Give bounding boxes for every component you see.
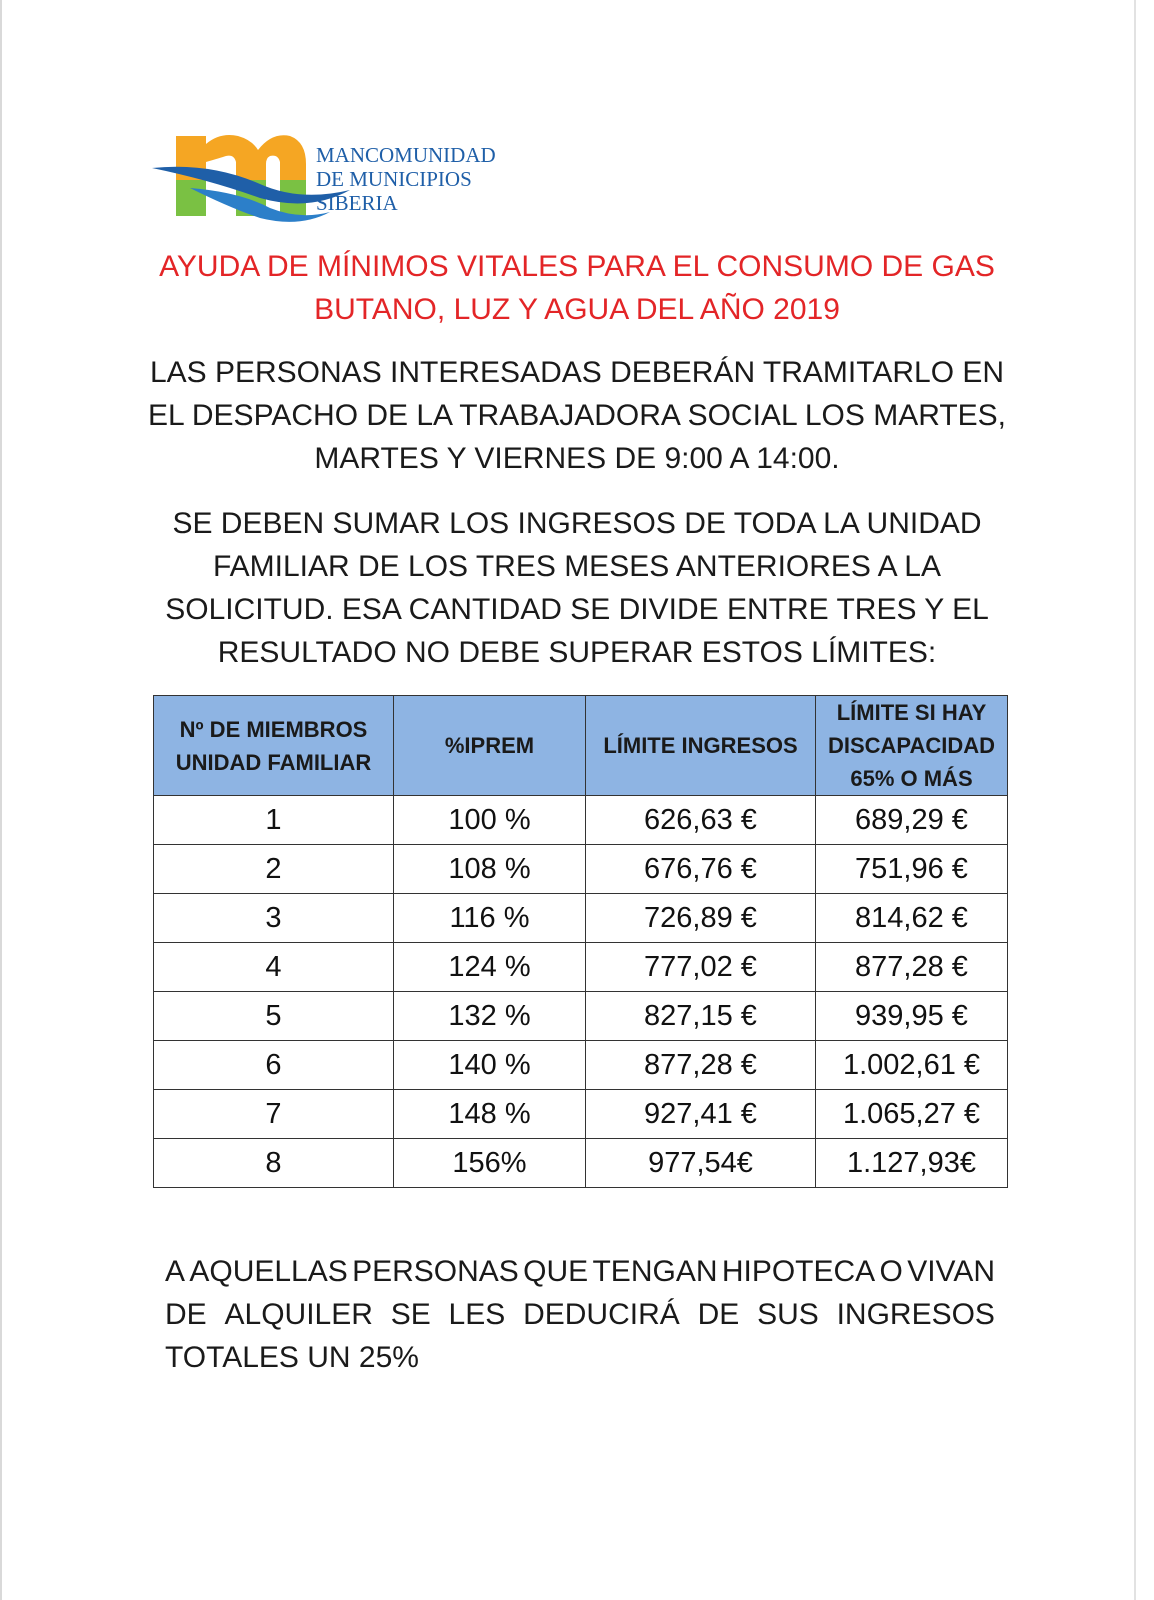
footer-word: A: [165, 1255, 186, 1288]
title-line-2: BUTANO, LUZ Y AGUA DEL AÑO 2019: [314, 293, 840, 326]
footer-word: VIVAN: [907, 1255, 995, 1288]
footer-word: DE: [165, 1298, 207, 1331]
cell-disability: 689,29 €: [816, 796, 1008, 845]
footer-word: SUS: [757, 1298, 819, 1331]
footer-word: ALQUILER: [224, 1298, 373, 1331]
cell-members: 6: [154, 1041, 394, 1090]
footer-line-1: [165, 1250, 995, 1293]
table-row: [154, 1041, 1008, 1090]
logo-line-2: DE MUNICIPIOS: [316, 167, 472, 191]
cell-disability: 939,95 €: [816, 992, 1008, 1041]
cell-iprem: 148 %: [394, 1090, 586, 1139]
cell-iprem: 132 %: [394, 992, 586, 1041]
rule-line-3: SOLICITUD. ESA CANTIDAD SE DIVIDE ENTRE TRES Y EL: [165, 593, 989, 626]
cell-limit: 977,54€: [586, 1139, 816, 1188]
footer-word: AQUELLAS: [189, 1255, 348, 1288]
cell-limit: 676,76 €: [586, 845, 816, 894]
title-line-1: AYUDA DE MÍNIMOS VITALES PARA EL CONSUMO DE GAS: [159, 250, 995, 283]
cell-iprem: 124 %: [394, 943, 586, 992]
footer-word: TENGAN: [592, 1255, 718, 1288]
footer-word: QUE: [523, 1255, 589, 1288]
table-row: [154, 992, 1008, 1041]
header-disability-line-3: 65% O MÁS: [850, 766, 973, 791]
cell-limit: 927,41 €: [586, 1090, 816, 1139]
table-row: [154, 1139, 1008, 1188]
cell-limit: 626,63 €: [586, 796, 816, 845]
footer-line-3: TOTALES UN 25%: [165, 1341, 419, 1374]
rule-paragraph: [0, 502, 1154, 674]
intro-line-3: MARTES Y VIERNES DE 9:00 A 14:00.: [314, 442, 840, 475]
cell-members: 2: [154, 845, 394, 894]
header-iprem: %IPREM: [394, 696, 586, 796]
table-header-row: [154, 696, 1008, 796]
page-edge-right: [1134, 0, 1136, 1600]
cell-disability: 814,62 €: [816, 894, 1008, 943]
document-title: [0, 245, 1154, 331]
cell-limit: 777,02 €: [586, 943, 816, 992]
footer-word: SE: [390, 1298, 431, 1331]
header-disability-line-1: LÍMITE SI HAY: [836, 700, 987, 725]
cell-disability: 1.065,27 €: [816, 1090, 1008, 1139]
logo-line-1: MANCOMUNIDAD: [316, 143, 496, 167]
table-row: [154, 1090, 1008, 1139]
cell-iprem: 116 %: [394, 894, 586, 943]
cell-members: 5: [154, 992, 394, 1041]
rule-line-1: SE DEBEN SUMAR LOS INGRESOS DE TODA LA UNIDAD: [172, 507, 982, 540]
cell-disability: 751,96 €: [816, 845, 1008, 894]
cell-disability: 877,28 €: [816, 943, 1008, 992]
header-disability-line-2: DISCAPACIDAD: [827, 733, 996, 758]
cell-members: 4: [154, 943, 394, 992]
logo-line-3: SIBERIA: [316, 191, 398, 215]
rule-line-4: RESULTADO NO DEBE SUPERAR ESTOS LÍMITES:: [217, 636, 937, 669]
table-row: [154, 845, 1008, 894]
cell-members: 3: [154, 894, 394, 943]
cell-limit: 827,15 €: [586, 992, 816, 1041]
footer-line-2: [165, 1293, 995, 1336]
cell-members: 1: [154, 796, 394, 845]
rule-line-2: FAMILIAR DE LOS TRES MESES ANTERIORES A LA: [212, 550, 941, 583]
cell-limit: 877,28 €: [586, 1041, 816, 1090]
cell-disability: 1.127,93€: [816, 1139, 1008, 1188]
cell-iprem: 156%: [394, 1139, 586, 1188]
footer-word: DE: [697, 1298, 740, 1331]
cell-iprem: 140 %: [394, 1041, 586, 1090]
header-members: [154, 696, 394, 796]
table-row: [154, 796, 1008, 845]
footer-paragraph: [165, 1250, 995, 1379]
footer-word: DEDUCIRÁ: [523, 1298, 680, 1331]
income-limits-table: [153, 695, 1008, 1188]
header-limit: LÍMITE INGRESOS: [586, 696, 816, 796]
cell-iprem: 108 %: [394, 845, 586, 894]
cell-members: 8: [154, 1139, 394, 1188]
cell-members: 7: [154, 1090, 394, 1139]
footer-word: PERSONAS: [352, 1255, 519, 1288]
intro-line-2: EL DESPACHO DE LA TRABAJADORA SOCIAL LOS MARTES,: [147, 399, 1007, 432]
intro-line-1: LAS PERSONAS INTERESADAS DEBERÁN TRAMITARLO EN: [149, 356, 1005, 389]
footer-word: O: [879, 1255, 903, 1288]
table-row: [154, 943, 1008, 992]
footer-word: HIPOTECA: [721, 1255, 876, 1288]
header-disability: [816, 696, 1008, 796]
cell-disability: 1.002,61 €: [816, 1041, 1008, 1090]
cell-iprem: 100 %: [394, 796, 586, 845]
footer-word: LES: [448, 1298, 506, 1331]
header-members-line-1: Nº DE MIEMBROS: [179, 716, 368, 742]
table-row: [154, 894, 1008, 943]
page-edge-left: [0, 0, 2, 1600]
header-members-line-2: UNIDAD FAMILIAR: [175, 749, 372, 775]
cell-limit: 726,89 €: [586, 894, 816, 943]
footer-word: INGRESOS: [836, 1298, 995, 1331]
logo-text: [316, 143, 496, 215]
intro-paragraph: [0, 351, 1154, 480]
